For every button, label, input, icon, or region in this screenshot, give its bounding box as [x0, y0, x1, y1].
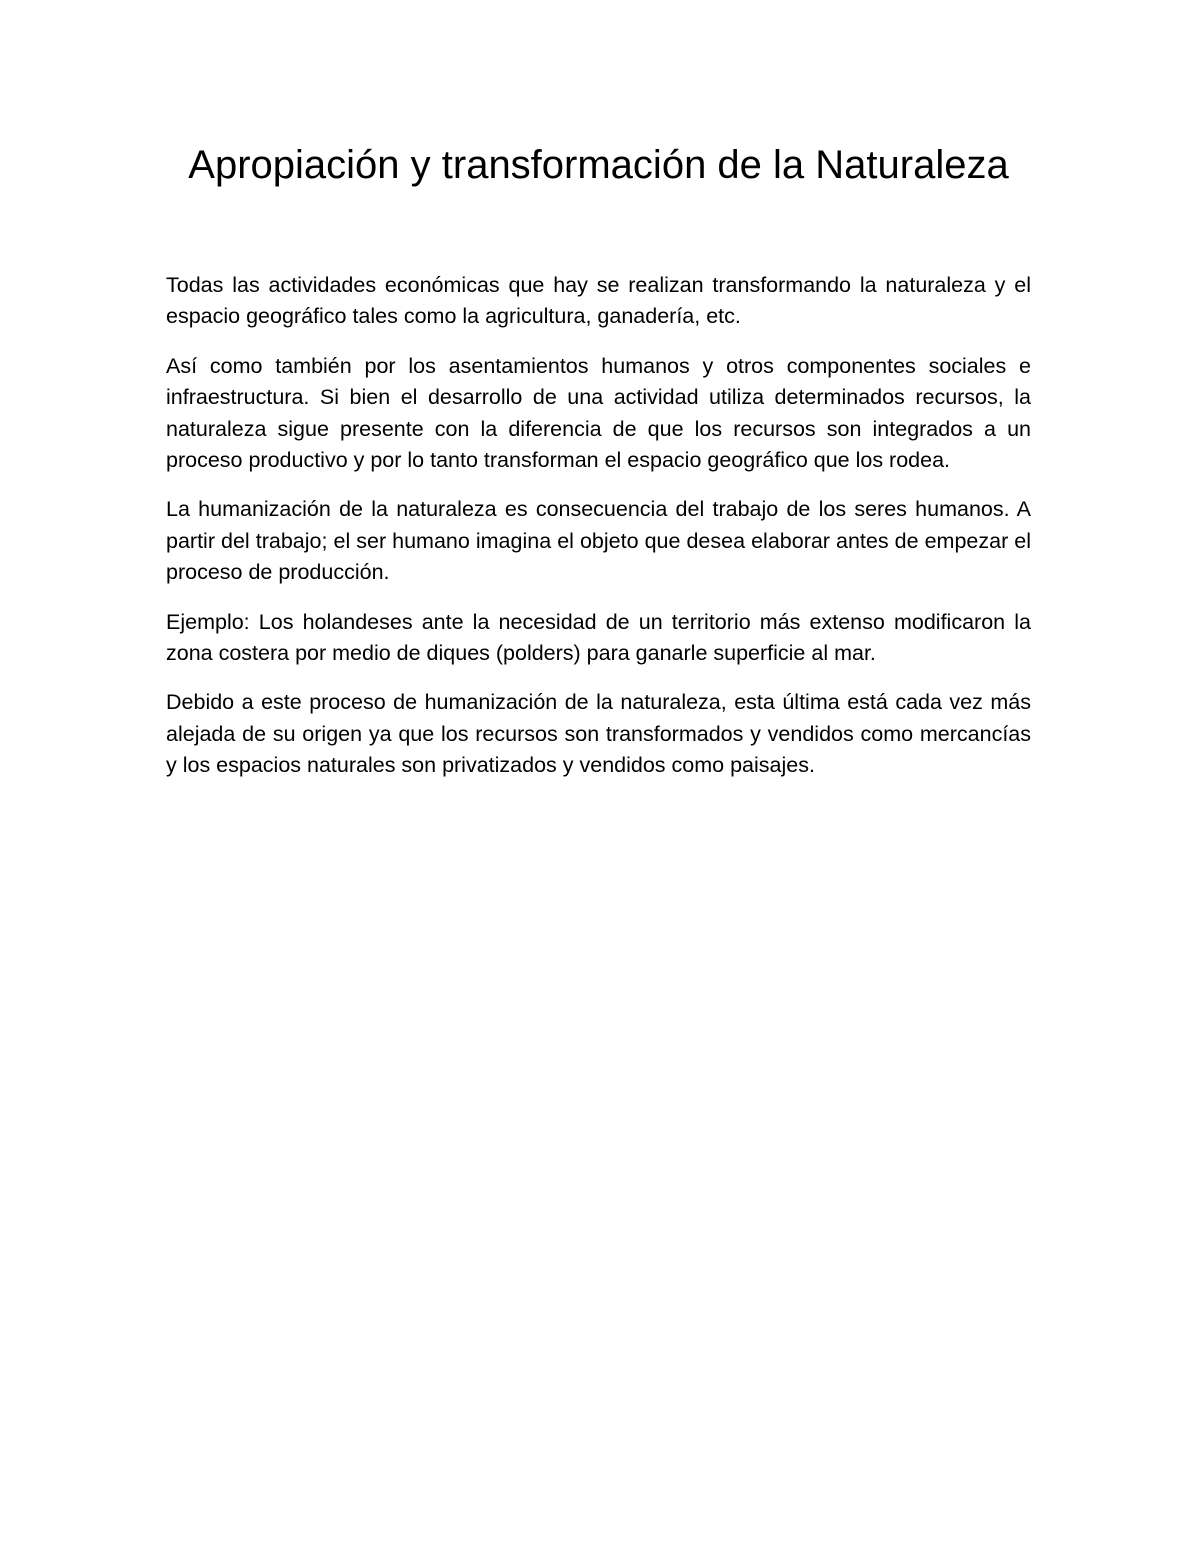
paragraph-4: Ejemplo: Los holandeses ante la necesidad de un territorio más extenso modificaron la zona costera por medio de diques (polders) para ganarle superficie al mar. — [166, 609, 1031, 666]
paragraph-1: Todas las actividades económicas que hay se realizan transformando la naturaleza y el espacio geográfico tales como la agricultura, ganadería, etc. — [166, 273, 1031, 329]
document-title: Apropiación y transformación de la Naturaleza — [188, 143, 1009, 187]
paragraph-5: Debido a este proceso de humanización de la naturaleza, esta última está cada vez más alejada de su origen ya que los recursos son transformados y vendidos como mercancías y los espacios naturales son privatizados y vendidos como paisajes. — [166, 690, 1031, 778]
paragraph-2: Así como también por los asentamientos humanos y otros componentes sociales e infraestructura. Si bien el desarrollo de una actividad utiliza determinados recursos, la naturaleza sigue presente con la diferencia de que los recursos son integrados a un proceso productivo y por lo tanto transforman el espacio geográfico que los rodea. — [166, 353, 1031, 473]
paragraph-3: La humanización de la naturaleza es consecuencia del trabajo de los seres humanos. A partir del trabajo; el ser humano imagina el objeto que desea elaborar antes de empezar el proceso de producción. — [166, 497, 1031, 585]
document-body — [166, 270, 1031, 800]
